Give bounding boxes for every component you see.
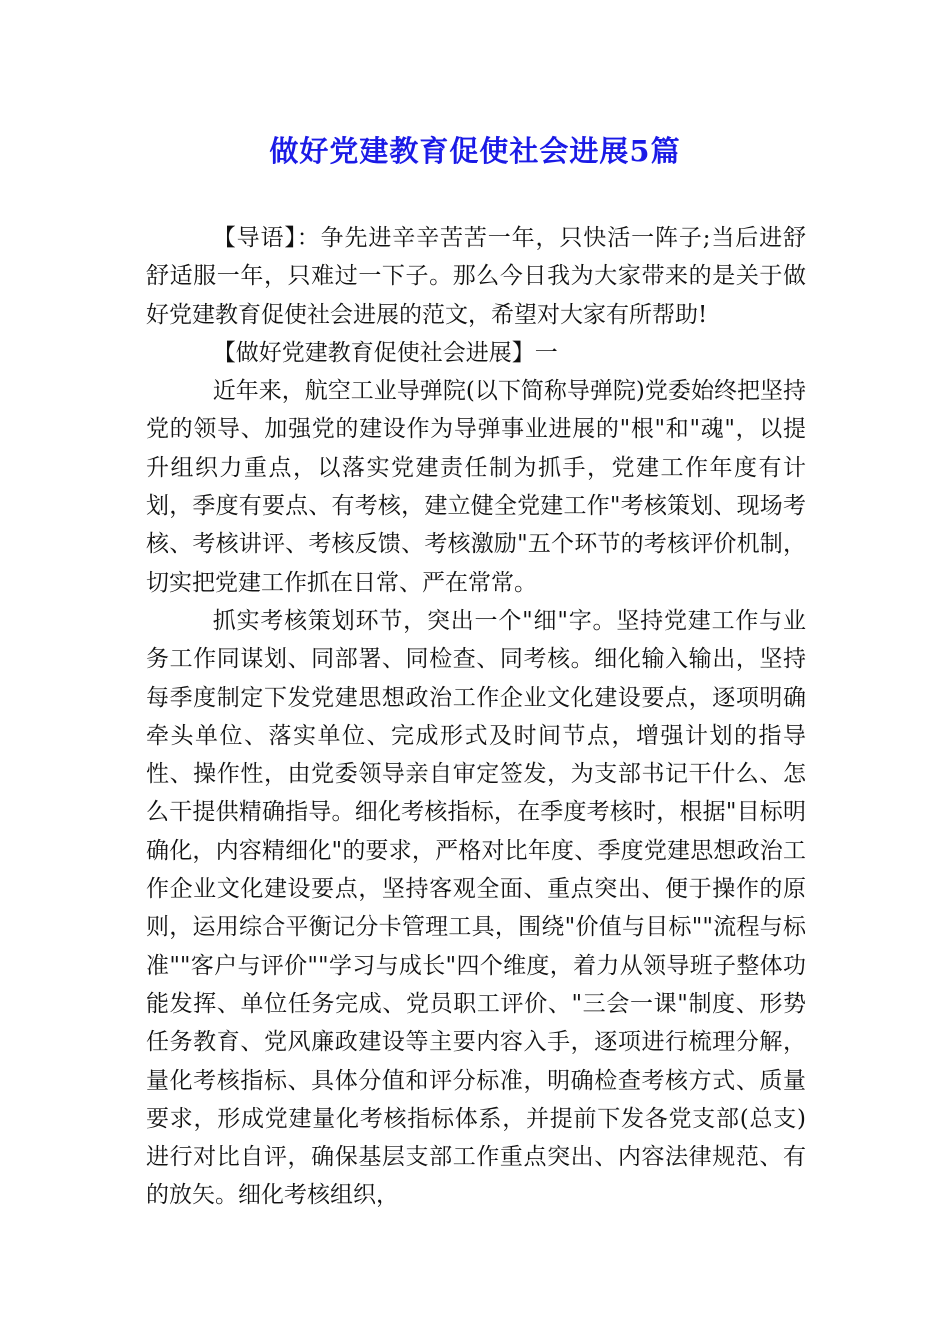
document-title: 做好党建教育促使社会进展5篇 [269, 134, 681, 168]
intro-paragraph: 【导语】：争先进辛辛苦苦一年，只快活一阵子;当后进舒舒适服一年，只难过一下子。那么今日我为大家带来的是关于做好党建教育促使社会进展的范文，希望对大家有所帮助! [146, 225, 806, 328]
section-heading: 【做好党建教育促使社会进展】一 [212, 339, 558, 366]
body-paragraph-1: 近年来，航空工业导弹院(以下简称导弹院)党委始终把坚持党的领导、加强党的建设作为导弹事业进展的"根"和"魂"，以提升组织力重点，以落实党建责任制为抓手，党建工作年度有计划，季度有要点、有考核，建立健全党建工作"考核策划、现场考核、考核讲评、考核反馈、考核激励"五个环节的考核评价机制，切实把党建工作抓在日常、严在常常。 [146, 378, 806, 596]
document-body [146, 219, 806, 1215]
body-paragraph-2: 抓实考核策划环节，突出一个"细"字。坚持党建工作与业务工作同谋划、同部署、同检查、同考核。细化输入输出，坚持每季度制定下发党建思想政治工作企业文化建设要点，逐项明确牵头单位、落实单位、完成形式及时间节点，增强计划的指导性、操作性，由党委领导亲自审定签发，为支部书记干什么、怎么干提供精确指导。细化考核指标，在季度考核时，根据"目标明确化，内容精细化"的要求，严格对比年度、季度党建思想政治工作企业文化建设要点，坚持客观全面、重点突出、便于操作的原则，运用综合平衡记分卡管理工具，围绕"价值与目标""流程与标准""客户与评价""学习与成长"四个维度，着力从领导班子整体功能发挥、单位任务完成、党员职工评价、"三会一课"制度、形势任务教育、党风廉政建设等主要内容入手，逐项进行梳理分解，量化考核指标、具体分值和评分标准，明确检查考核方式、质量要求，形成党建量化考核指标体系，并提前下发各党支部(总支)进行对比自评，确保基层支部工作重点突出、内容法律规范、有的放矢。细化考核组织， [146, 607, 806, 1209]
